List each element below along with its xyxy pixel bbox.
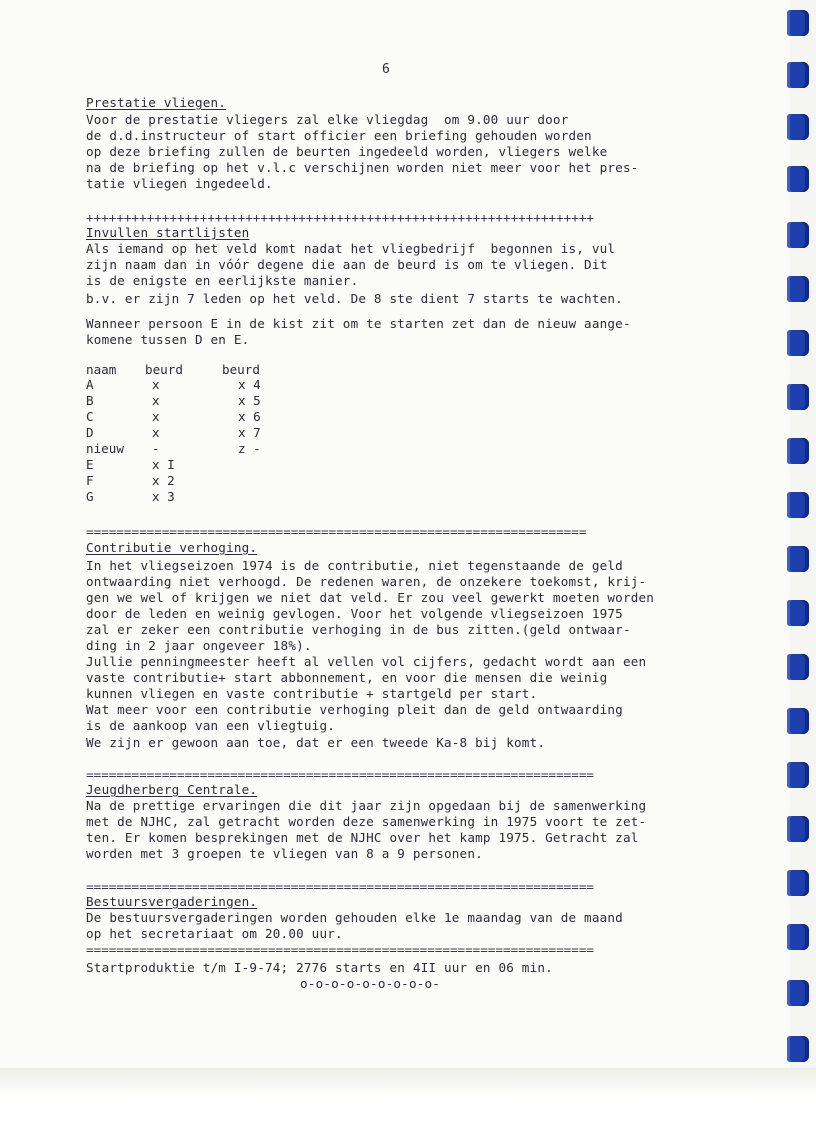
binding-ring (787, 980, 809, 1006)
table-header: beurd (222, 362, 260, 377)
binding-ring (787, 600, 809, 626)
production-stat: Startproduktie t/m I-9-74; 2776 starts en 4II uur en 06 min. (86, 960, 553, 975)
binding-ring (787, 62, 809, 88)
table-cell: D (86, 425, 94, 440)
page-number: 6 (382, 62, 390, 77)
separator-line: ================================================================== (86, 524, 587, 539)
table-cell: F (86, 473, 94, 488)
text-line: De bestuursvergaderingen worden gehouden elke 1e maandag van de maand (86, 910, 623, 925)
table-cell: B (86, 393, 94, 408)
binding-ring (787, 492, 809, 518)
text-line: komene tussen D en E. (86, 332, 250, 347)
table-cell: x 6 (238, 409, 261, 424)
text-line: Na de prettige ervaringen die dit jaar zijn opgedaan bij de samenwerking (86, 798, 647, 813)
text-line: b.v. er zijn 7 leden op het veld. De 8 ste dient 7 starts te wachten. (86, 291, 623, 306)
text-line: zal er zeker een contributie verhoging in de bus zitten.(geld ontwaar- (86, 622, 631, 637)
table-cell: z - (238, 441, 261, 456)
table-cell: G (86, 489, 94, 504)
binding-ring (787, 708, 809, 734)
text-line: Voor de prestatie vliegers zal elke vliegdag om 9.00 uur door (86, 112, 569, 127)
section-heading: Bestuursvergaderingen. (86, 894, 258, 909)
separator-line: =================================================================== (86, 942, 594, 957)
table-header: beurd (145, 362, 183, 377)
text-line: is de aankoop van een vliegtuig. (86, 718, 336, 733)
separator-line: =================================================================== (86, 879, 594, 894)
binding-ring (787, 438, 809, 464)
text-line: ten. Er komen besprekingen met de NJHC over het kamp 1975. Getracht zal (86, 830, 639, 845)
section-heading: Invullen startlijsten (86, 225, 250, 240)
binding-ring (787, 276, 809, 302)
text-line: de d.d.instructeur of start officier een briefing gehouden worden (86, 128, 592, 143)
table-cell: x I (152, 457, 175, 472)
table-cell: nieuw (86, 441, 124, 456)
table-cell: x (152, 409, 160, 424)
binding-ring (787, 762, 809, 788)
page-edge (790, 0, 816, 1068)
text-line: kunnen vliegen en vaste contributie + startgeld per start. (86, 686, 538, 701)
text-line: ontwaarding niet verhoogd. De redenen waren, de onzekere toekomst, krij- (86, 574, 647, 589)
binding-ring (787, 870, 809, 896)
table-cell: x 7 (238, 425, 261, 440)
text-line: Als iemand op het veld komt nadat het vliegbedrijf begonnen is, vul (86, 241, 616, 256)
binding-ring (787, 924, 809, 950)
text-line: op het secretariaat om 20.00 uur. (86, 926, 343, 941)
text-line: ding in 2 jaar ongeveer 18%). (86, 638, 312, 653)
text-line: met de NJHC, zal getracht worden deze samenwerking in 1975 voort te zet- (86, 814, 647, 829)
binding-ring (787, 384, 809, 410)
binding-ring (787, 816, 809, 842)
text-line: op deze briefing zullen de beurten ingedeeld worden, vliegers welke (86, 144, 608, 159)
section-heading: Jeugdherberg Centrale. (86, 782, 258, 797)
table-cell: - (152, 441, 160, 456)
table-cell: x 4 (238, 377, 261, 392)
separator-line: =================================================================== (86, 767, 594, 782)
text-line: is de enigste en eerlijkste manier. (86, 273, 359, 288)
binding-ring (787, 330, 809, 356)
binding-ring (787, 10, 809, 36)
text-line: vaste contributie+ start abbonnement, en voor die mensen die weinig (86, 670, 608, 685)
text-line: tatie vliegen ingedeeld. (86, 176, 273, 191)
text-line: na de briefing op het v.l.c verschijnen worden niet meer voor het pres- (86, 160, 639, 175)
text-line: worden met 3 groepen te vliegen van 8 a 9 personen. (86, 846, 483, 861)
text-line: Jullie penningmeester heeft al vellen vol cijfers, gedacht wordt aan een (86, 654, 647, 669)
section-heading: Prestatie vliegen. (86, 95, 227, 110)
section-heading: Contributie verhoging. (86, 540, 258, 555)
table-cell: x 5 (238, 393, 261, 408)
table-cell: x (152, 377, 160, 392)
table-cell: x (152, 425, 160, 440)
table-cell: x 3 (152, 489, 175, 504)
table-cell: x 2 (152, 473, 175, 488)
table-cell: A (86, 377, 94, 392)
text-line: Wat meer voor een contributie verhoging pleit dan de geld ontwaarding (86, 702, 623, 717)
text-line: We zijn er gewoon aan toe, dat er een tweede Ka-8 bij komt. (86, 735, 546, 750)
table-cell: E (86, 457, 94, 472)
table-cell: x (152, 393, 160, 408)
text-line: In het vliegseizoen 1974 is de contributie, niet tegenstaande de geld (86, 558, 623, 573)
text-line: door de leden en weinig gevlogen. Voor het volgende vliegseizoen 1975 (86, 606, 623, 621)
text-line: zijn naam dan in vóór degene die aan de beurd is om te vliegen. Dit (86, 257, 608, 272)
text-line: gen we wel of krijgen we niet dat veld. Er zou veel gewerkt moeten worden (86, 590, 655, 605)
binding-ring (787, 546, 809, 572)
binding-ring (787, 1036, 809, 1062)
binding-ring (787, 654, 809, 680)
binding-ring (787, 166, 809, 192)
separator-line: +++++++++++++++++++++++++++++++++++++++++++++++++++++++++++++++++++ (86, 210, 594, 225)
closing-ornament: o-o-o-o-o-o-o-o-o- (300, 976, 441, 991)
binding-ring (787, 222, 809, 248)
text-line: Wanneer persoon E in de kist zit om te starten zet dan de nieuw aange- (86, 316, 631, 331)
table-header: naam (86, 362, 117, 377)
page-shadow (0, 1068, 816, 1098)
table-cell: C (86, 409, 94, 424)
binding-ring (787, 114, 809, 140)
